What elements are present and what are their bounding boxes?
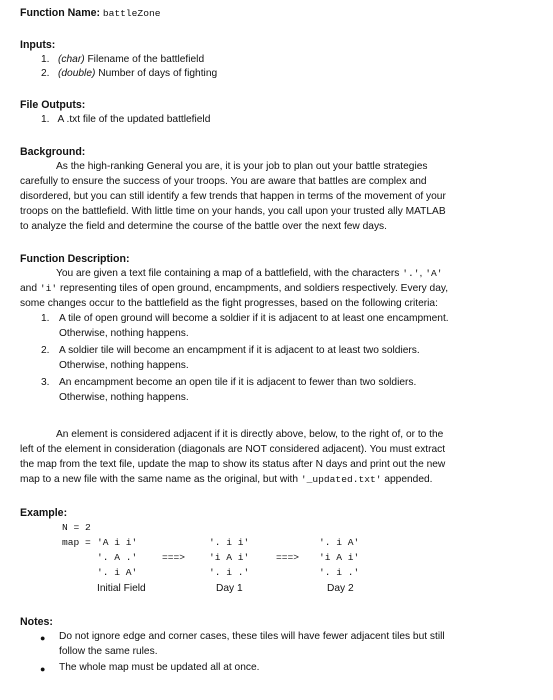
output-item-number: 1.: [41, 114, 50, 125]
rule-text: An encampment become an open tile if it is adjacent to fewer than two soldiers.: [59, 377, 417, 388]
rule-text: Otherwise, nothing happens.: [59, 328, 189, 339]
function-name-value: battleZone: [102, 8, 161, 19]
example-n-line: N = 2: [62, 522, 91, 533]
background-line: As the high-ranking General you are, it is your job to plan out your battle strategies: [56, 161, 428, 172]
rule-number: 3.: [41, 377, 50, 388]
input-item-text: Number of days of fighting: [98, 68, 218, 79]
output-item-text: A .txt file of the updated battlefield: [57, 114, 211, 125]
notes-heading: Notes:: [20, 616, 53, 628]
input-item-type: (double): [58, 68, 96, 79]
note-text: follow the same rules.: [59, 646, 158, 657]
input-item-text: Filename of the battlefield: [87, 54, 205, 65]
intro-and: and: [20, 283, 37, 294]
inputs-heading: Inputs:: [20, 39, 56, 51]
bullet-icon: ●: [40, 633, 46, 643]
description-intro-line-2: [20, 282, 448, 297]
input-item-2: [41, 67, 217, 82]
input-item-number: 1.: [41, 54, 50, 65]
intro-text: You are given a text file containing a map of a battlefield, with the characters: [56, 268, 400, 279]
description-heading: Function Description:: [20, 253, 130, 265]
note-text: Do not ignore edge and corner cases, these tiles will have fewer adjacent tiles but still: [59, 631, 445, 642]
note-text: The whole map must be updated all at once.: [59, 662, 260, 673]
intro-text: representing tiles of open ground, encampments, and soldiers respectively. Every day,: [59, 283, 449, 294]
rule-text: Otherwise, nothing happens.: [59, 392, 189, 403]
rule-text: A soldier tile will become an encampment if it is adjacent to at least two soldiers.: [59, 345, 420, 356]
rule-number: 1.: [41, 313, 50, 324]
initial-row: '. A .': [97, 552, 138, 563]
example-heading: Example:: [20, 507, 68, 519]
input-item-number: 2.: [41, 68, 50, 79]
arrow-1: ===>: [162, 552, 186, 563]
adjacency-line: the map from the text file, update the map to show its status after N days and print out the new: [20, 459, 446, 470]
function-name-label: Function Name:: [20, 7, 101, 19]
adjacency-line-4: [20, 473, 433, 488]
description-intro-line-1: [56, 267, 442, 282]
rule-number: 2.: [41, 345, 50, 356]
intro-comma: ,: [419, 268, 423, 279]
day2-row: '. i .': [319, 567, 360, 578]
caption-day-1: Day 1: [216, 583, 243, 594]
char-soldier: 'i': [39, 283, 58, 294]
day2-row: 'i A i': [319, 552, 360, 563]
input-item-type: (char): [58, 54, 85, 65]
day1-row: 'i A i': [209, 552, 250, 563]
rule-text: Otherwise, nothing happens.: [59, 360, 189, 371]
output-item-1: [41, 113, 210, 128]
file-outputs-heading: File Outputs:: [20, 99, 86, 111]
char-encampment: 'A': [425, 268, 443, 279]
caption-initial-field: Initial Field: [97, 583, 146, 594]
bullet-icon: ●: [40, 664, 46, 674]
arrow-2: ===>: [276, 552, 300, 563]
function-name-line: [20, 6, 160, 22]
updated-suffix-code: '_updated.txt': [300, 474, 382, 485]
day2-row: '. i A': [319, 537, 360, 548]
initial-row: 'A i i': [97, 537, 138, 548]
adjacency-line: left of the element in consideration (diagonals are NOT considered adjacent). You must extract: [20, 444, 446, 455]
adjacency-line: An element is considered adjacent if it is directly above, below, to the right of, or to the: [56, 429, 444, 440]
char-open-ground: '.': [402, 268, 420, 279]
adjacency-text: map to a new file with the same name as the original, but with: [20, 474, 299, 485]
background-line: to analyze the field and determine the course of the battle over the next few days.: [20, 221, 387, 232]
initial-row: '. i A': [97, 567, 138, 578]
description-intro-line-3: some changes occur to the battlefield as the fight progresses, based on the following criteria:: [20, 298, 438, 309]
background-line: disordered, but you can still identify a few trends that happen in terms of the movement of your: [20, 191, 446, 202]
rule-text: A tile of open ground will become a soldier if it is adjacent to at least one encampment.: [59, 313, 449, 324]
caption-day-2: Day 2: [327, 583, 354, 594]
background-heading: Background:: [20, 146, 86, 158]
background-line: troops on the battlefield. With little time on your hands, you call upon your trusted ally MATLAB: [20, 206, 446, 217]
day1-row: '. i .': [209, 567, 250, 578]
day1-row: '. i i': [209, 537, 250, 548]
background-line: carefully to ensure the success of your troops. You are aware that battles are complex and: [20, 176, 427, 187]
adjacency-text: appended.: [384, 474, 433, 485]
input-item-1: [41, 53, 204, 68]
example-map-label: map =: [62, 537, 91, 548]
